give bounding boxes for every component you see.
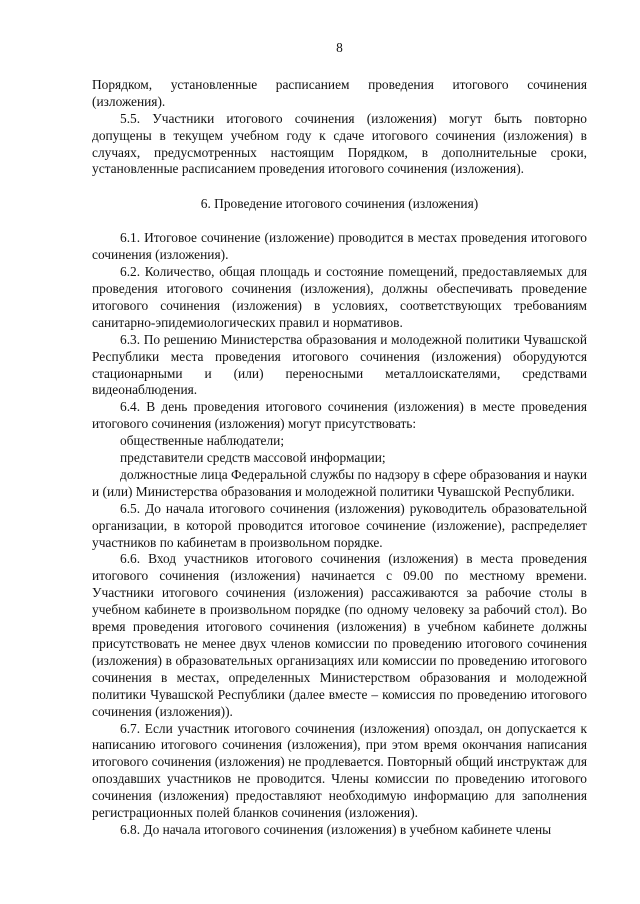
paragraph-6-8: 6.8. До начала итогового сочинения (изложения) в учебном кабинете члены [120,821,552,837]
paragraph-6-1: 6.1. Итоговое сочинение (изложение) проводится в местах проведения итогового сочинения (изложения). [92,230,587,263]
paragraph-6-3: 6.3. По решению Министерства образования и молодежной политики Чувашской Республики места проведения итогового сочинения (изложения) оборудуются стационарными и (или) переносными металлоискателями, средствами видеонаблюдения. [92,331,587,398]
list-item-media: представители средств массовой информации; [120,450,386,466]
paragraph-5-5: 5.5. Участники итогового сочинения (изложения) могут быть повторно допущены в текущем учебном году к сдаче итогового сочинения (изложения) в случаях, предусмотренных настоящим Порядком, в дополнительные сроки, установленные расписанием проведения итогового сочинения (изложения). [92,110,587,177]
paragraph-6-2: 6.2. Количество, общая площадь и состояние помещений, предоставляемых для проведения итогового сочинения (изложения), должны обеспечивать проведение итогового сочинения (изложения) в условиях, соответствующих требованиям санитарно-эпидемиологических правил и нормативов. [92,264,587,330]
paragraph-6-6: 6.6. Вход участников итогового сочинения (изложения) в места проведения итогового сочинения (изложения) начинается с 09.00 по местному времени. Участники итогового сочинения (изложения) рассаживаются за рабочие столы в учебном кабинете в произвольном порядке (по одному человеку за рабочий стол). Во время проведения итогового сочинения (изложения) в учебном кабинете должны присутствовать не менее двух членов комиссии по проведению итогового сочинения (изложения) в образовательных организациях или комиссии по проведению итогового сочинения в местах, определенных Министерством образования и молодежной политики Чувашской Республики (далее вместе – комиссия по проведению итогового сочинения (изложения)). [92,551,587,719]
paragraph-6-4: 6.4. В день проведения итогового сочинения (изложения) в месте проведения итогового сочинения (изложения) могут присутствовать: [92,399,587,432]
paragraph-6-5: 6.5. До начала итогового сочинения (изложения) руководитель образовательной организации, в которой проводится итоговое сочинение (изложение), распределяет участников по кабинетам в произвольном порядке. [92,500,587,550]
page-number: 8 [336,40,343,55]
list-item-observers: общественные наблюдатели; [120,433,285,449]
paragraph-continuation: Порядком, установленные расписанием проведения итогового сочинения (изложения). [92,76,587,109]
section-heading: 6. Проведение итогового сочинения (изложения) [200,196,479,212]
paragraph-6-7: 6.7. Если участник итогового сочинения (изложения) опоздал, он допускается к написанию итогового сочинения (изложения), при этом время окончания написания итогового сочинения (изложения) не продлевается. Повторный общий инструктаж для опоздавших участников не проводится. Члены комиссии по проведению итогового сочинения (изложения) предоставляют необходимую информацию для заполнения регистрационных полей бланков сочинения (изложения). [92,720,587,821]
list-item-officials: должностные лица Федеральной службы по надзору в сфере образования и науки и (или) Министерства образования и молодежной политики Чувашской Республики. [92,466,587,499]
